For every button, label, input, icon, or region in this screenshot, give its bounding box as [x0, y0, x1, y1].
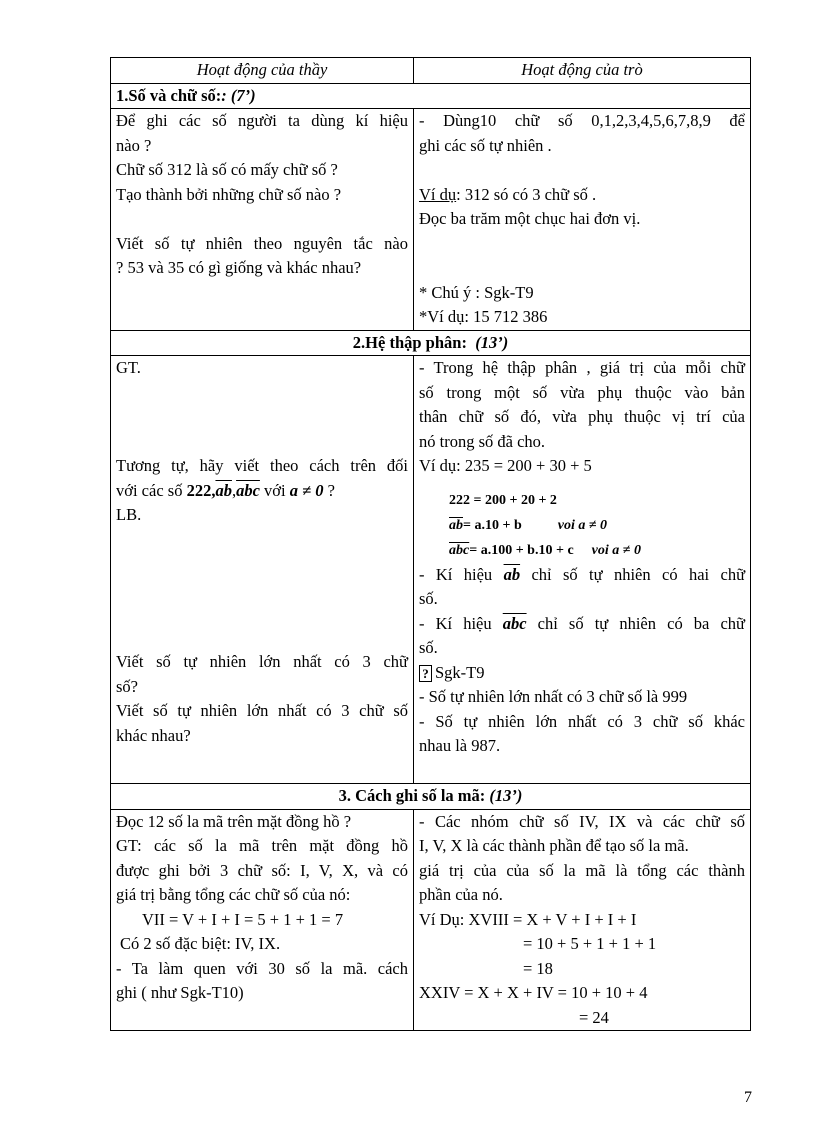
page-number: 7: [744, 1089, 752, 1106]
section3-title: 3. Cách ghi số la mã:: [338, 786, 486, 805]
s2-answer-1: - Số tự nhiên lớn nhất có 3 chữ số là 999: [419, 687, 688, 706]
math-rhs: = a.100 + b.10 + c: [469, 542, 574, 558]
spacer: [419, 759, 745, 784]
s3-student-line: giá trị của của số la mã là tổng các thành: [419, 860, 745, 880]
s1-teacher-line: Tạo thành bởi những chữ số nào ?: [116, 184, 342, 204]
s1-teacher-line: nào ?: [116, 135, 152, 155]
spacer: [116, 381, 408, 406]
example-text: : 312 só có 3 chữ số .: [456, 184, 597, 204]
math-rhs: = a.10 + b: [463, 517, 522, 533]
s2-kihieu-2-end: số.: [419, 638, 438, 657]
s3-teacher-line: giá trị bằng tổng các chữ số của nó:: [116, 885, 351, 904]
s1-note: * Chú ý : Sgk-T9: [419, 282, 534, 302]
s1-example-line: [419, 183, 745, 208]
s2-teacher-line: Tương tự, hãy viết theo cách trên đối: [116, 456, 408, 475]
question-box-icon: ?: [419, 665, 432, 682]
s1-teacher-line: Để ghi các số người ta dùng kí hiệu: [116, 111, 408, 130]
math-cond: voi a ≠ 0: [557, 517, 608, 533]
math-line-2: [449, 513, 745, 538]
s2-answer-2: - Số tự nhiên lớn nhất có 3 chữ số khác: [419, 711, 745, 731]
s3-teacher-line: - Ta làm quen với 30 số la mã. cách: [116, 958, 408, 978]
section3-time: (13’): [489, 786, 523, 805]
s3-teacher-line: Đọc 12 số la mã trên mặt đồng hồ ?: [116, 811, 352, 831]
example-label: Ví dụ: [419, 184, 457, 204]
s2-abc-symbol: $\overline{abc}$: [502, 613, 527, 633]
section1-title: 1.Số và chữ số:: [116, 85, 222, 105]
s2-text: với: [264, 480, 286, 500]
s2-text: ?: [327, 480, 335, 500]
section3-content-row: [111, 809, 751, 1031]
spacer: [116, 601, 408, 626]
section2-content-row: [111, 356, 751, 784]
s2-sgk: Sgk-T9: [435, 662, 485, 682]
s3-student-line: = 10 + 5 + 1 + 1 + 1: [523, 934, 657, 953]
section3-teacher-cell: [111, 809, 414, 1031]
section1-time: : (7’): [221, 85, 256, 105]
math-cond: voi a ≠ 0: [591, 542, 641, 558]
s2-teacher-line: Viết số tự nhiên lớn nhất có 3 chữ số: [116, 701, 408, 720]
spacer: [419, 232, 745, 257]
teacher-column-header: Hoạt động của thầy: [111, 58, 414, 84]
spacer: [116, 577, 408, 602]
s2-text: chỉ số tự nhiên có ba chữ: [537, 613, 745, 633]
s2-text: với các số: [116, 480, 183, 500]
section1-heading: [111, 83, 751, 109]
s2-ab-symbol: $\overline{ab}$: [503, 564, 521, 584]
math-abc: $\overline{abc}$: [449, 542, 470, 558]
s2-text: chỉ số tự nhiên có hai chữ: [531, 564, 746, 584]
spacer: [116, 207, 408, 232]
s2-teacher-line: Viết số tự nhiên lớn nhất có 3 chữ: [116, 652, 408, 671]
s3-student-line: XXIV = X + X + IV = 10 + 10 + 4: [419, 983, 648, 1002]
section3-heading: [111, 784, 751, 810]
s3-student-line: = 24: [579, 1007, 609, 1027]
s2-teacher-line: số?: [116, 676, 138, 696]
lesson-table: [110, 57, 751, 1031]
student-column-header: Hoạt động của trò: [414, 58, 751, 84]
spacer: [116, 430, 408, 455]
s2-number: 222,: [186, 480, 216, 500]
s3-student-line: - Các nhóm chữ số IV, IX và các chữ số: [419, 811, 745, 831]
spacer: [116, 552, 408, 577]
s2-kihieu-1-end: số.: [419, 589, 438, 608]
s2-teacher-line: khác nhau?: [116, 725, 191, 745]
s2-example: Ví dụ: 235 = 200 + 30 + 5: [419, 456, 592, 475]
s2-kihieu-2: [419, 612, 745, 637]
spacer: [419, 256, 745, 281]
section3-student-cell: [414, 809, 751, 1031]
s2-lb: LB.: [116, 505, 142, 524]
s2-student-line: - Trong hệ thập phân , giá trị của mỗi chữ: [419, 358, 745, 377]
s2-sgk-line: [419, 661, 745, 686]
s3-teacher-line: GT: các số la mã trên mặt đồng hồ: [116, 836, 408, 855]
section2-title: 2.Hệ thập phân:: [352, 332, 467, 352]
s2-student-line: thân chữ số đó, vừa phụ thuộc vị trí của: [419, 407, 745, 426]
s1-read-line: Đọc ba trăm một chục hai đơn vị.: [419, 209, 641, 228]
section1-student-cell: [414, 109, 751, 331]
s2-text: - Kí hiệu: [419, 613, 492, 633]
math-ab: $\overline{ab}$: [449, 517, 463, 533]
s2-teacher-line: với các số $222,\overline{ab},\overline{abc}$ với a ≠ 0 ?: [116, 480, 335, 500]
s1-teacher-line: Viết số tự nhiên theo nguyên tắc nào: [116, 233, 408, 253]
s3-teacher-line: ghi ( như Sgk-T10): [116, 983, 244, 1002]
s1-student-line: ghi các số tự nhiên .: [419, 135, 552, 155]
s2-condition: a ≠ 0: [289, 480, 324, 500]
s3-student-line: = 18: [523, 958, 553, 978]
s1-note-example: *Ví dụ: 15 712 386: [419, 307, 548, 326]
s2-ab-symbol: $\overline{ab}$: [215, 480, 232, 500]
section2-student-cell: [414, 356, 751, 784]
section2-time: (13’): [475, 332, 509, 352]
header-row: [111, 58, 751, 84]
section2-teacher-cell: [111, 356, 414, 784]
s2-answer-2-end: nhau là 987.: [419, 736, 501, 755]
s3-teacher-line: Có 2 số đặc biệt: IV, IX.: [120, 934, 281, 953]
math-line-1: 222 = 200 + 20 + 2: [449, 492, 557, 508]
s3-student-line: I, V, X là các thành phần để tạo số la mã.: [419, 836, 689, 855]
s1-teacher-line: Chữ số 312 là số có mấy chữ số ?: [116, 160, 338, 179]
s2-math-block: [419, 488, 745, 563]
section1-heading-row: [111, 83, 751, 109]
section3-heading-row: [111, 784, 751, 810]
s2-gt: GT.: [116, 358, 141, 377]
s2-abc-symbol: $\overline{abc}$: [236, 480, 260, 500]
s2-student-line: số trong một số vừa phụ thuộc vào bản: [419, 382, 745, 402]
math-line-3: [449, 538, 745, 563]
s2-kihieu-1: [419, 563, 745, 588]
s1-student-line: - Dùng10 chữ số 0,1,2,3,4,5,6,7,8,9 để: [419, 111, 745, 130]
s3-teacher-line: được ghi bởi 3 chữ số: I, V, X, và có: [116, 860, 408, 880]
s3-teacher-line: VII = V + I + I = 5 + 1 + 1 = 7: [142, 909, 344, 929]
s3-student-line: phần của nó.: [419, 885, 503, 904]
s2-student-line: nó trong số đã cho.: [419, 431, 546, 451]
section2-heading: [111, 330, 751, 356]
section1-teacher-cell: [111, 109, 414, 331]
spacer: [116, 626, 408, 651]
s2-text: - Kí hiệu: [419, 564, 493, 584]
s1-teacher-line: ? 53 và 35 có gì giống và khác nhau?: [116, 258, 362, 277]
section1-content-row: [111, 109, 751, 331]
s3-student-line: Ví Dụ: XVIII = X + V + I + I + I: [419, 909, 637, 929]
section2-heading-row: [111, 330, 751, 356]
spacer: [116, 528, 408, 553]
spacer: [116, 405, 408, 430]
spacer: [419, 158, 745, 183]
